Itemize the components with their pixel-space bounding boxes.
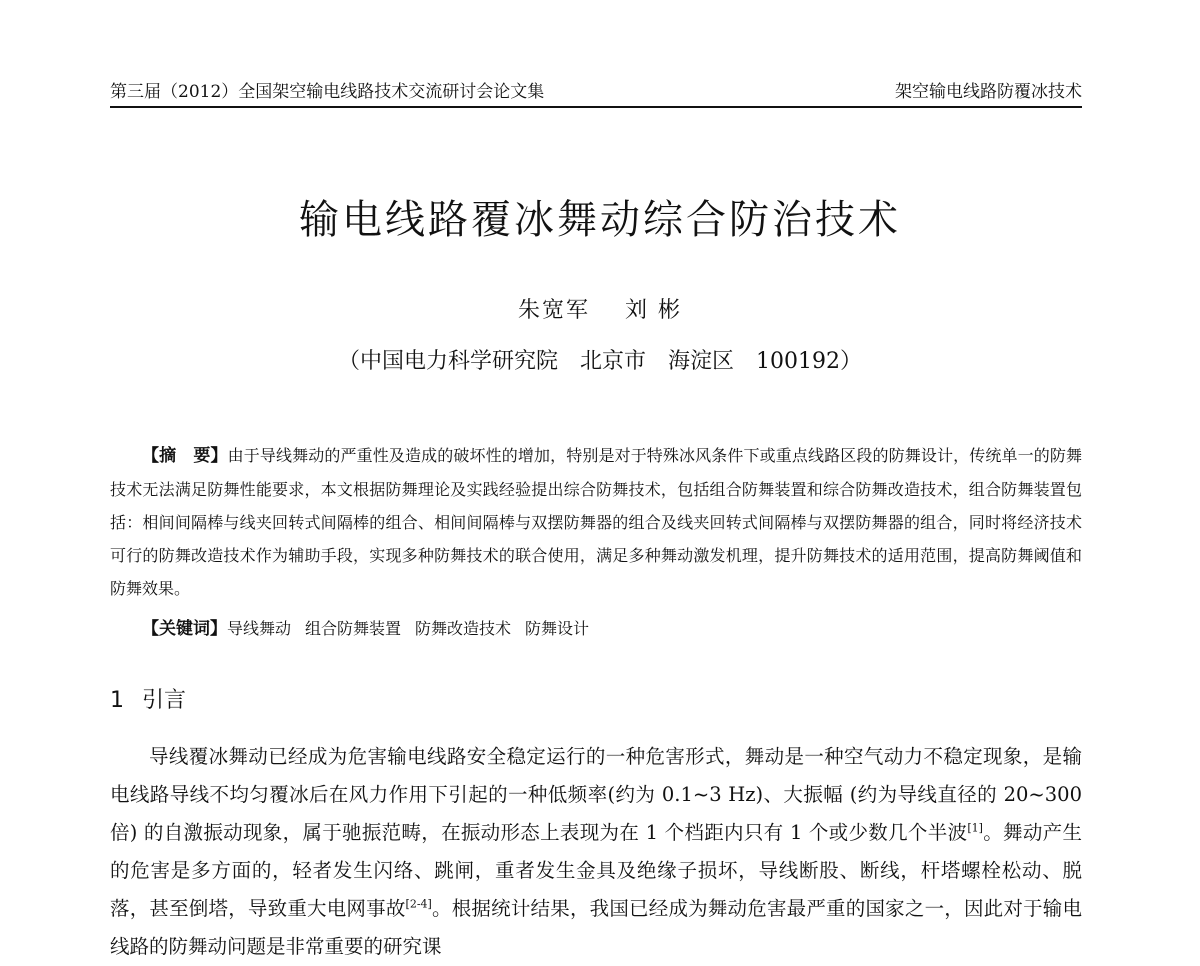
author-list <box>0 293 1200 324</box>
section-number: 1 <box>110 688 124 713</box>
body-text-part: 。根据统计结果，我国已经成为舞动危害最严重的国家之一，因此对于输电线路的防舞动问题是非常重要的研究课 <box>110 897 1082 958</box>
citation: [2-4] <box>405 897 432 911</box>
body-paragraph <box>110 738 1082 966</box>
running-header <box>110 76 1082 108</box>
section-title: 引言 <box>142 688 187 713</box>
keyword: 组合防舞装置 <box>305 619 402 638</box>
keywords-label: 【关键词】 <box>142 619 227 639</box>
body-text-part: 导线覆冰舞动已经成为危害输电线路安全稳定运行的一种危害形式，舞动是一种空气动力不稳定现象，是输电线路导线不均匀覆冰后在风力作用下引起的一种低频率(约为 0.1~3 Hz)、大振幅 (约为导线直径的 20~300 倍) 的自激振动现象，属于驰振范畴，在振动形态上表现为在 1 个档距内只有 1 个或少数几个半波 <box>110 745 1082 844</box>
proceedings-title: 第三届（2012）全国架空输电线路技术交流研讨会论文集 <box>110 82 545 102</box>
author-name: 刘 彬 <box>625 298 682 323</box>
section-heading <box>110 683 186 714</box>
abstract-text: 由于导线舞动的严重性及造成的破坏性的增加，特别是对于特殊冰风条件下或重点线路区段的防舞设计，传统单一的防舞技术无法满足防舞性能要求，本文根据防舞理论及实践经验提出综合防舞技术，包括组合防舞装置和综合防舞改造技术，组合防舞装置包括：相间间隔棒与线夹回转式间隔棒的组合、相间间隔棒与双摆防舞器的组合及线夹回转式间隔棒与双摆防舞器的组合，同时将经济技术可行的防舞改造技术作为辅助手段，实现多种防舞技术的联合使用，满足多种舞动激发机理，提升防舞技术的适用范围，提高防舞阈值和防舞效果。 <box>110 446 1082 598</box>
author-name: 朱宽军 <box>517 298 590 323</box>
keyword: 防舞改造技术 <box>415 619 512 638</box>
abstract-label: 【摘 要】 <box>142 446 228 466</box>
keywords <box>110 614 1082 644</box>
abstract <box>110 439 1082 605</box>
paper-title: 输电线路覆冰舞动综合防治技术 <box>299 197 901 243</box>
keyword: 防舞设计 <box>525 619 590 638</box>
section-category: 架空输电线路防覆冰技术 <box>895 82 1082 102</box>
keyword: 导线舞动 <box>227 619 292 638</box>
body-text-part: 。舞动产生的危害是多方面的，轻者发生闪络、跳闸，重者发生金具及绝缘子损坏，导线断股、断线，杆塔螺栓松动、脱落，甚至倒塔，导致重大电网事故 <box>110 821 1082 920</box>
citation: [1] <box>967 821 983 835</box>
author-affiliation: （中国电力科学研究院 北京市 海淀区 100192） <box>338 349 862 374</box>
